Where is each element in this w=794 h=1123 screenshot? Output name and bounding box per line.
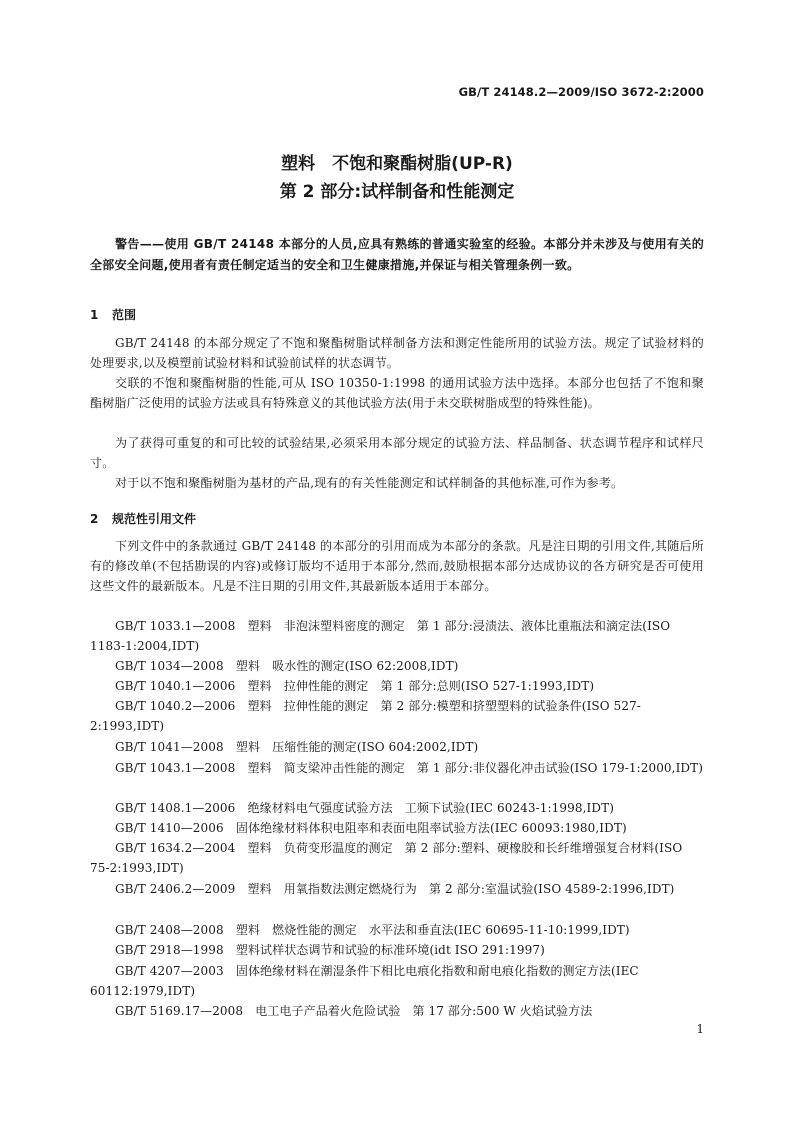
section-number: 2 [90, 512, 99, 526]
section-title: 范围 [112, 308, 137, 322]
references-intro: 下列文件中的条款通过 GB/T 24148 的本部分的引用而成为本部分的条款。凡是注日期的引用文件,其随后所有的修改单(不包括勘误的内容)或修订版均不适用于本部分,然而,鼓励根据本部分达成协议的各方研究是否可使用这些文件的最新版本。凡是不注日期的引用文件,其最新版本适用于本部分。 [90, 539, 704, 593]
document-title [0, 150, 794, 206]
scope-paragraph: 对于以不饱和聚酯树脂为基材的产品,现有的有关性能测定和试样制备的其他标准,可作为参考。 [115, 476, 624, 490]
reference-item: GB/T 2918—1998 塑料试样状态调节和试验的标准环境(idt ISO 291:1997) [115, 943, 545, 957]
reference-item: GB/T 1034—2008 塑料 吸水性的测定(ISO 62:2008,IDT) [115, 659, 459, 673]
section-title: 规范性引用文件 [112, 512, 197, 526]
reference-item: GB/T 2406.2—2009 塑料 用氧指数法测定燃烧行为 第 2 部分:室温试验(ISO 4589-2:1996,IDT) [115, 882, 675, 896]
reference-item: GB/T 1408.1—2006 绝缘材料电气强度试验方法 工频下试验(IEC 60243-1:1998,IDT) [115, 801, 614, 815]
standard-code: GB/T 24148.2—2009/ISO 3672-2:2000 [458, 85, 704, 99]
title-line-1: 塑料 不饱和聚酯树脂(UP-R) [281, 154, 513, 174]
section-1-heading [90, 306, 136, 323]
reference-item: GB/T 1033.1—2008 塑料 非泡沫塑料密度的测定 第 1 部分:浸渍法、液体比重瓶法和滴定法(ISO 1183-1:2004,IDT) [90, 619, 671, 653]
scope-paragraph: GB/T 24148 的本部分规定了不饱和聚酯树脂试样制备方法和测定性能所用的试验方法。规定了试验材料的处理要求,以及模塑前试验材料和试验前试样的状态调节。 [90, 336, 704, 370]
scope-paragraph: 交联的不饱和聚酯树脂的性能,可从 ISO 10350-1:1998 的通用试验方法中选择。本部分也包括了不饱和聚酯树脂广泛使用的试验方法或具有特殊意义的其他试验方法(用于未交联树脂成型的特殊性能)。 [90, 376, 704, 410]
page-number: 1 [696, 1022, 704, 1036]
scope-paragraph: 为了获得可重复的和可比较的试验结果,必须采用本部分规定的试验方法、样品制备、状态调节程序和试样尺寸。 [90, 436, 704, 470]
title-line-2: 第 2 部分:试样制备和性能测定 [279, 182, 515, 202]
section-2-heading [90, 510, 196, 527]
reference-item: GB/T 1040.1—2006 塑料 拉伸性能的测定 第 1 部分:总则(ISO 527-1:1993,IDT) [115, 679, 595, 693]
reference-item: GB/T 4207—2003 固体绝缘材料在潮湿条件下相比电痕化指数和耐电痕化指数的测定方法(IEC 60112:1979,IDT) [90, 964, 639, 998]
reference-item: GB/T 1040.2—2006 塑料 拉伸性能的测定 第 2 部分:模塑和挤塑塑料的试验条件(ISO 527-2:1993,IDT) [90, 699, 641, 733]
safety-warning: 警告——使用 GB/T 24148 本部分的人员,应具有熟练的普通实验室的经验。本部分并未涉及与使用有关的全部安全问题,使用者有责任制定适当的安全和卫生健康措施,并保证与相关管理条例一致。 [90, 237, 704, 272]
reference-item: GB/T 5169.17—2008 电工电子产品着火危险试验 第 17 部分:500 W 火焰试验方法 [115, 1004, 593, 1018]
reference-item: GB/T 1634.2—2004 塑料 负荷变形温度的测定 第 2 部分:塑料、硬橡胶和长纤维增强复合材料(ISO 75-2:1993,IDT) [90, 841, 683, 875]
reference-item: GB/T 2408—2008 塑料 燃烧性能的测定 水平法和垂直法(IEC 60695-11-10:1999,IDT) [115, 923, 630, 937]
section-number: 1 [90, 308, 99, 322]
reference-item: GB/T 1041—2008 塑料 压缩性能的测定(ISO 604:2002,IDT) [115, 740, 479, 754]
reference-item: GB/T 1410—2006 固体绝缘材料体积电阻率和表面电阻率试验方法(IEC 60093:1980,IDT) [115, 821, 627, 835]
reference-item: GB/T 1043.1—2008 塑料 简支梁冲击性能的测定 第 1 部分:非仪器化冲击试验(ISO 179-1:2000,IDT) [115, 761, 704, 775]
